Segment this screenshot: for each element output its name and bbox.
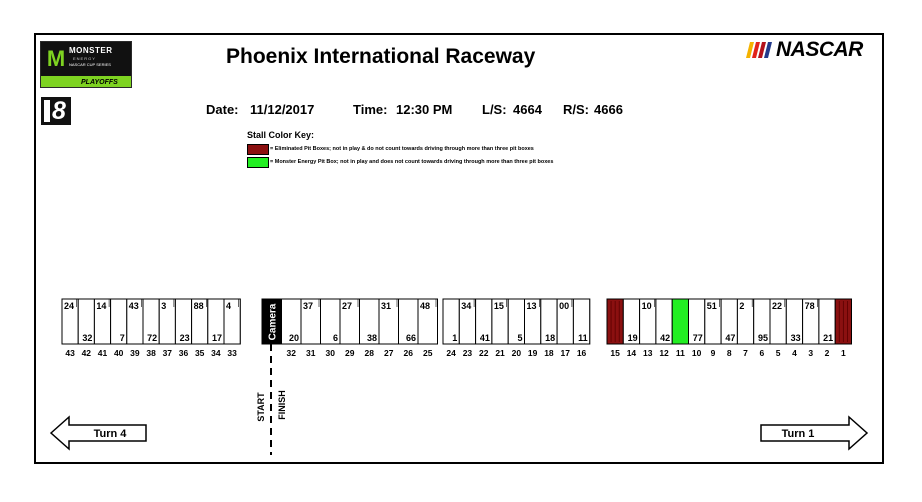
stall-number-1: 1 xyxy=(840,348,846,358)
stall-number-30: 30 xyxy=(325,348,335,358)
car-number-1: 1 xyxy=(452,333,458,343)
car-number-47: 47 xyxy=(725,333,736,343)
car-number-3: 3 xyxy=(161,301,167,311)
car-number-33: 33 xyxy=(790,333,801,343)
monster-logo-line3: NASCAR CUP SERIES xyxy=(69,62,111,67)
stall-number-9: 9 xyxy=(710,348,716,358)
stall-number-4: 4 xyxy=(792,348,797,358)
stall-color-key-title: Stall Color Key: xyxy=(247,130,315,140)
monster-logo-playoffs: PLAYOFFS xyxy=(81,79,118,86)
monster-logo-line2: ENERGY xyxy=(73,56,96,61)
stall-number-36: 36 xyxy=(178,348,189,358)
car-number-37: 37 xyxy=(303,301,314,311)
car-number-38: 38 xyxy=(366,333,377,343)
car-number-11: 11 xyxy=(578,333,588,343)
stall-number-32: 32 xyxy=(286,348,296,358)
car-number-19: 19 xyxy=(627,333,638,343)
car-number-34: 34 xyxy=(461,301,472,311)
finish-label: FINISH xyxy=(277,390,287,420)
time-value: 12:30 PM xyxy=(396,102,453,117)
stall-number-27: 27 xyxy=(384,348,394,358)
stall-number-25: 25 xyxy=(423,348,433,358)
car-number-5: 5 xyxy=(517,333,523,343)
car-number-51: 51 xyxy=(706,301,717,311)
stall-number-37: 37 xyxy=(162,348,173,358)
stall-number-31: 31 xyxy=(306,348,316,358)
car-number-43: 43 xyxy=(128,301,139,311)
car-number-31: 31 xyxy=(381,301,392,311)
car-number-22: 22 xyxy=(772,301,783,311)
stall-number-2: 2 xyxy=(824,348,830,358)
stall-number-7: 7 xyxy=(743,348,748,358)
car-number-78: 78 xyxy=(804,301,815,311)
stall-number-17: 17 xyxy=(560,348,570,358)
car-number-48: 48 xyxy=(420,301,431,311)
car-number-17: 17 xyxy=(211,333,222,343)
stall-number-19: 19 xyxy=(527,348,538,358)
car-number-72: 72 xyxy=(147,333,158,343)
nascar-wordmark: NASCAR xyxy=(776,38,863,61)
eliminated-key-text: = Eliminated Pit Boxes; not in play & do not count towards driving through more than three pit boxes xyxy=(270,146,534,152)
stall-number-35: 35 xyxy=(194,348,205,358)
stall-number-33: 33 xyxy=(227,348,237,358)
car-number-32: 32 xyxy=(82,333,93,343)
turn-4-label: Turn 4 xyxy=(93,428,127,440)
stall-number-11: 11 xyxy=(675,348,685,358)
stall-number-6: 6 xyxy=(759,348,765,358)
stall-number-3: 3 xyxy=(808,348,814,358)
date-label: Date: xyxy=(206,102,239,117)
stall-number-12: 12 xyxy=(659,348,669,358)
stall-number-14: 14 xyxy=(626,348,637,358)
stall-number-42: 42 xyxy=(81,348,92,358)
stall-number-10: 10 xyxy=(691,348,702,358)
start-label: START xyxy=(256,392,266,422)
camera-label: Camera xyxy=(267,303,279,341)
stage-number: 8 xyxy=(52,97,66,125)
stall-number-34: 34 xyxy=(211,348,221,358)
stall-number-39: 39 xyxy=(130,348,140,358)
car-number-6: 6 xyxy=(332,333,338,343)
car-number-66: 66 xyxy=(405,333,416,343)
stall-number-5: 5 xyxy=(775,348,781,358)
ls-value: 4664 xyxy=(513,102,542,117)
stall-number-22: 22 xyxy=(479,348,489,358)
stall-number-41: 41 xyxy=(97,348,108,358)
car-number-00: 00 xyxy=(559,301,570,311)
monster-key-text: = Monster Energy Pit Box; not in play and does not count towards driving through more than three pit boxes xyxy=(270,159,554,165)
stall-number-23: 23 xyxy=(462,348,473,358)
rs-label: R/S: xyxy=(563,102,589,117)
car-number-18: 18 xyxy=(545,333,556,343)
car-number-88: 88 xyxy=(193,301,204,311)
car-number-41: 41 xyxy=(479,333,490,343)
car-number-15: 15 xyxy=(493,301,504,311)
car-number-27: 27 xyxy=(342,301,353,311)
stall-number-43: 43 xyxy=(65,348,75,358)
page-title: Phoenix International Raceway xyxy=(226,45,536,68)
date-value: 11/12/2017 xyxy=(250,102,315,117)
car-number-2: 2 xyxy=(739,301,745,311)
stall-number-26: 26 xyxy=(403,348,413,358)
stall-number-18: 18 xyxy=(544,348,554,358)
monster-claw-icon: M xyxy=(46,46,66,71)
car-number-42: 42 xyxy=(660,333,671,343)
car-number-14: 14 xyxy=(96,301,107,311)
car-number-95: 95 xyxy=(757,333,768,343)
stall-number-28: 28 xyxy=(364,348,374,358)
pit-stall-11 xyxy=(672,299,688,344)
stall-number-8: 8 xyxy=(726,348,732,358)
stall-number-38: 38 xyxy=(146,348,156,358)
stall-number-24: 24 xyxy=(446,348,456,358)
car-number-23: 23 xyxy=(179,333,190,343)
stall-number-20: 20 xyxy=(511,348,522,358)
stall-number-40: 40 xyxy=(113,348,124,358)
car-number-24: 24 xyxy=(64,301,75,311)
car-number-4: 4 xyxy=(226,301,232,311)
car-number-20: 20 xyxy=(288,333,299,343)
car-number-10: 10 xyxy=(641,301,652,311)
time-label: Time: xyxy=(353,102,388,117)
monster-logo-line1: MONSTER xyxy=(69,46,113,55)
stall-number-15: 15 xyxy=(610,348,620,358)
car-number-7: 7 xyxy=(119,333,125,343)
stall-number-21: 21 xyxy=(495,348,505,358)
ls-label: L/S: xyxy=(482,102,507,117)
car-number-77: 77 xyxy=(692,333,703,343)
car-number-21: 21 xyxy=(823,333,834,343)
rs-value: 4666 xyxy=(594,102,623,117)
turn-1-label: Turn 1 xyxy=(781,428,815,440)
stall-number-16: 16 xyxy=(576,348,587,358)
stall-number-29: 29 xyxy=(345,348,355,358)
car-number-13: 13 xyxy=(526,301,537,311)
stall-number-13: 13 xyxy=(643,348,653,358)
